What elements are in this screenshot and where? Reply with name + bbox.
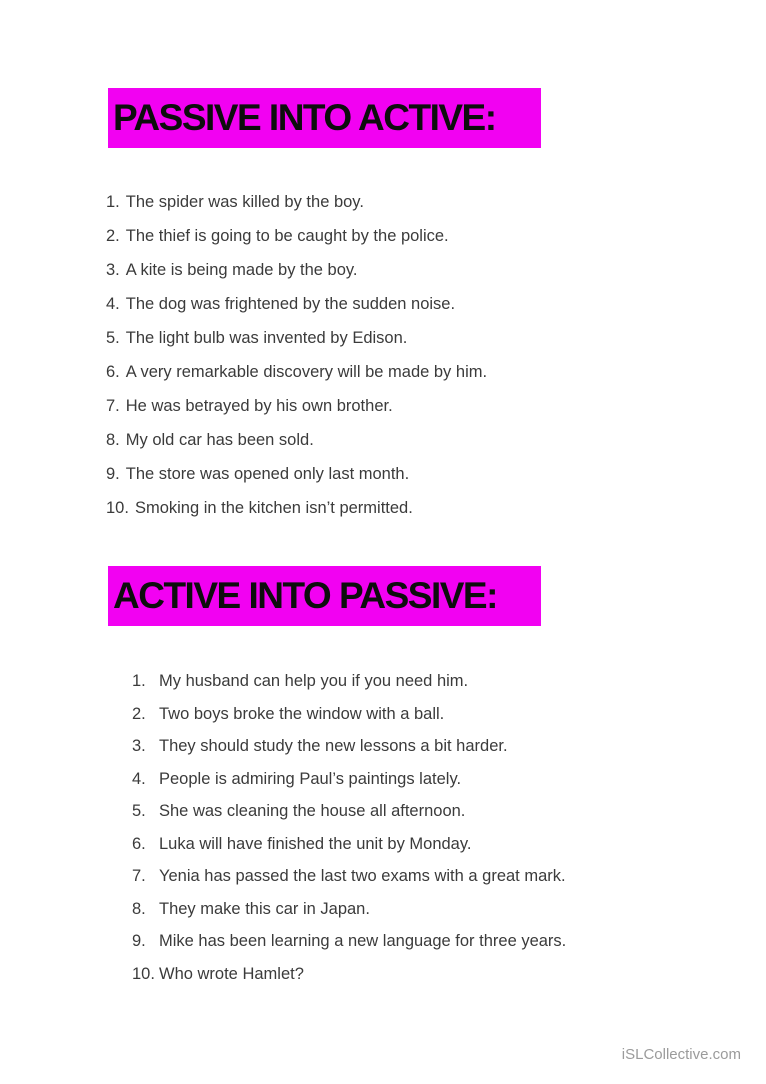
item-text: My old car has been sold. bbox=[125, 431, 314, 449]
list-item bbox=[106, 328, 666, 348]
item-number: 10. bbox=[132, 964, 155, 983]
list-item bbox=[132, 834, 692, 854]
list-item bbox=[106, 226, 666, 246]
item-text: Mike has been learning a new language for three years. bbox=[159, 932, 567, 950]
item-number: 10. bbox=[106, 499, 129, 517]
item-number: 5. bbox=[132, 802, 146, 820]
watermark: iSLCollective.com bbox=[621, 1046, 741, 1063]
item-text: The dog was frightened by the sudden noise. bbox=[125, 295, 456, 313]
section-heading-text: PASSIVE INTO ACTIVE: bbox=[113, 97, 496, 138]
item-text: Smoking in the kitchen isn’t permitted. bbox=[134, 499, 413, 517]
list-item bbox=[106, 362, 666, 382]
item-text: The thief is going to be caught by the police. bbox=[125, 227, 449, 245]
item-number: 7. bbox=[132, 867, 146, 885]
section-heading-text: ACTIVE INTO PASSIVE: bbox=[113, 575, 497, 616]
item-text: My husband can help you if you need him. bbox=[159, 672, 469, 690]
item-number: 8. bbox=[132, 899, 146, 918]
item-number: 9. bbox=[106, 465, 120, 483]
item-number: 5. bbox=[106, 329, 120, 347]
item-number: 8. bbox=[106, 431, 120, 449]
list-item bbox=[106, 192, 666, 212]
item-text: The store was opened only last month. bbox=[125, 465, 410, 483]
item-text: He was betrayed by his own brother. bbox=[125, 397, 393, 415]
item-text: Two boys broke the window with a ball. bbox=[159, 704, 445, 723]
list-item bbox=[106, 396, 666, 416]
item-text: A very remarkable discovery will be made by him. bbox=[125, 363, 488, 381]
item-text: Yenia has passed the last two exams with a great mark. bbox=[159, 867, 566, 885]
item-number: 1. bbox=[106, 193, 120, 211]
item-text: Who wrote Hamlet? bbox=[159, 964, 304, 983]
item-number: 1. bbox=[132, 672, 146, 690]
list-item bbox=[132, 931, 692, 951]
item-text: They make this car in Japan. bbox=[159, 899, 370, 918]
item-number: 4. bbox=[132, 769, 146, 788]
item-text: The spider was killed by the boy. bbox=[125, 193, 364, 211]
item-number: 6. bbox=[132, 834, 146, 853]
item-text: The light bulb was invented by Edison. bbox=[125, 329, 408, 347]
list-item bbox=[106, 430, 666, 450]
list-item bbox=[132, 671, 692, 691]
item-number: 3. bbox=[106, 261, 120, 279]
section-heading-active-into-passive bbox=[108, 566, 541, 626]
item-text: People is admiring Paul’s paintings lately. bbox=[159, 769, 462, 788]
list-item bbox=[132, 899, 692, 919]
list-item bbox=[106, 294, 666, 314]
list-item bbox=[132, 704, 692, 724]
list-item bbox=[132, 736, 692, 756]
item-text: She was cleaning the house all afternoon. bbox=[159, 802, 466, 820]
list-item bbox=[132, 801, 692, 821]
item-number: 3. bbox=[132, 737, 146, 755]
item-text: A kite is being made by the boy. bbox=[125, 261, 358, 279]
item-text: Luka will have finished the unit by Monday. bbox=[159, 834, 472, 853]
item-number: 2. bbox=[106, 227, 120, 245]
item-number: 6. bbox=[106, 363, 120, 381]
list-item bbox=[106, 464, 666, 484]
item-number: 4. bbox=[106, 295, 120, 313]
list-item bbox=[132, 769, 692, 789]
list-item bbox=[106, 498, 666, 518]
passive-into-active-list bbox=[106, 192, 666, 532]
section-heading-passive-into-active bbox=[108, 88, 541, 148]
item-number: 2. bbox=[132, 704, 146, 723]
list-item bbox=[132, 964, 692, 984]
active-into-passive-list bbox=[132, 671, 692, 996]
item-number: 7. bbox=[106, 397, 120, 415]
list-item bbox=[132, 866, 692, 886]
item-number: 9. bbox=[132, 932, 146, 950]
list-item bbox=[106, 260, 666, 280]
item-text: They should study the new lessons a bit harder. bbox=[159, 737, 508, 755]
